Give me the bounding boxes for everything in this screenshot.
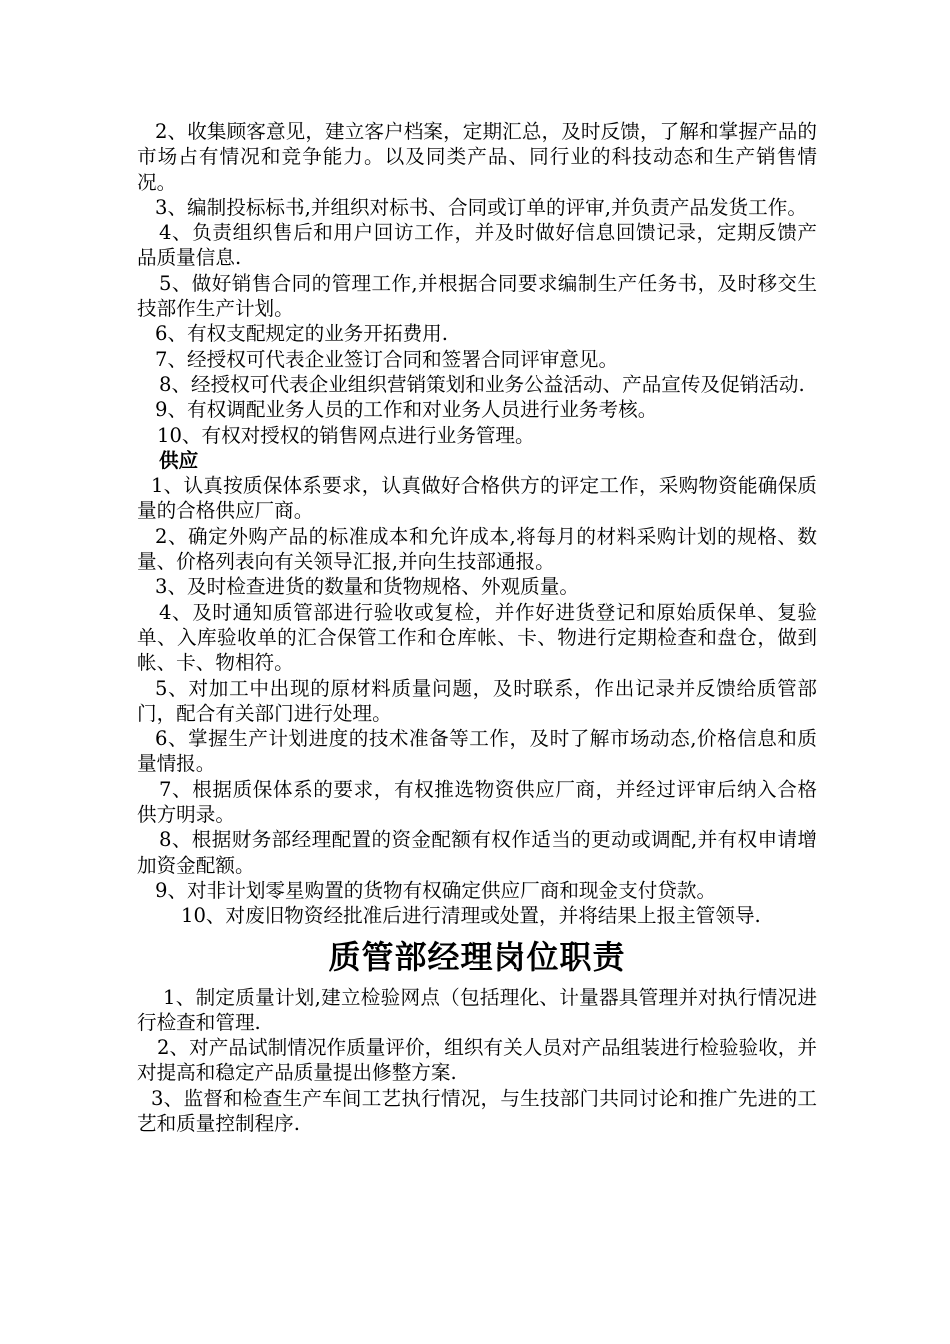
- duty-item: 5、做好销售合同的管理工作,并根据合同要求编制生产任务书，及时移交生技部作生产计划。: [137, 271, 817, 321]
- sales-duties-list: [137, 119, 817, 448]
- duty-item: 1、认真按质保体系要求，认真做好合格供方的评定工作，采购物资能确保质量的合格供应厂商。: [137, 474, 817, 523]
- duty-item: 3、及时检查进货的数量和货物规格、外观质量。: [155, 575, 579, 599]
- duty-item: 3、编制投标标书,并组织对标书、合同或订单的评审,并负责产品发货工作。: [155, 195, 807, 219]
- duty-item: 4、及时通知质管部进行验收或复检，并作好进货登记和原始质保单、复验单、入库验收单的汇合保管工作和仓库帐、卡、物进行定期检查和盘仓，做到帐、卡、物相符。: [137, 600, 817, 675]
- duty-item: 7、经授权可代表企业签订合同和签署合同评审意见。: [155, 347, 619, 371]
- quality-duties-list: [137, 985, 817, 1137]
- duty-item: 9、有权调配业务人员的工作和对业务人员进行业务考核。: [155, 398, 658, 422]
- duty-item: 8、根据财务部经理配置的资金配额有权作适当的更动或调配,并有权申请增加资金配额。: [137, 828, 817, 877]
- duty-item: 4、负责组织售后和用户回访工作，并及时做好信息回馈记录，定期反馈产品质量信息.: [137, 221, 817, 270]
- duty-item: 6、掌握生产计划进度的技术准备等工作，及时了解市场动态,价格信息和质量情报。: [137, 727, 817, 776]
- duty-item: 2、对产品试制情况作质量评价，组织有关人员对产品组装进行检验验收，并对提高和稳定产品质量提出修整方案.: [137, 1036, 817, 1085]
- duty-item: 2、确定外购产品的标准成本和允许成本,将每月的材料采购计划的规格、数量、价格列表向有关领导汇报,并向生技部通报。: [137, 524, 817, 574]
- duty-item: 1、制定质量计划,建立检验网点（包括理化、计量器具管理并对执行情况进行检查和管理.: [137, 985, 817, 1034]
- document-body: [137, 119, 817, 1136]
- section-heading-supply: 供应: [159, 448, 199, 472]
- duty-item: 5、对加工中出现的原材料质量问题，及时联系，作出记录并反馈给质管部门，配合有关部门进行处理。: [137, 676, 817, 725]
- duty-item: 9、对非计划零星购置的货物有权确定供应厂商和现金支付贷款。: [155, 878, 717, 902]
- section-title-quality-manager: 质管部经理岗位职责: [328, 937, 626, 976]
- duty-item: 7、根据质保体系的要求，有权推选物资供应厂商，并经过评审后纳入合格供方明录。: [137, 777, 817, 827]
- supply-duties-list: [137, 473, 817, 928]
- duty-item: 6、有权支配规定的业务开拓费用.: [155, 322, 449, 346]
- duty-item: 10、有权对授权的销售网点进行业务管理。: [157, 423, 535, 447]
- duty-item: 3、监督和检查生产车间工艺执行情况，与生技部门共同讨论和推广先进的工艺和质量控制程序.: [137, 1086, 817, 1135]
- duty-item: 8、经授权可代表企业组织营销策划和业务公益活动、产品宣传及促销活动.: [159, 372, 805, 396]
- duty-item: 2、收集顾客意见，建立客户档案，定期汇总，及时反馈，了解和掌握产品的市场占有情况和竞争能力。以及同类产品、同行业的科技动态和生产销售情况。: [137, 120, 817, 194]
- duty-item: 10、对废旧物资经批准后进行清理或处置，并将结果上报主管领导.: [181, 904, 761, 928]
